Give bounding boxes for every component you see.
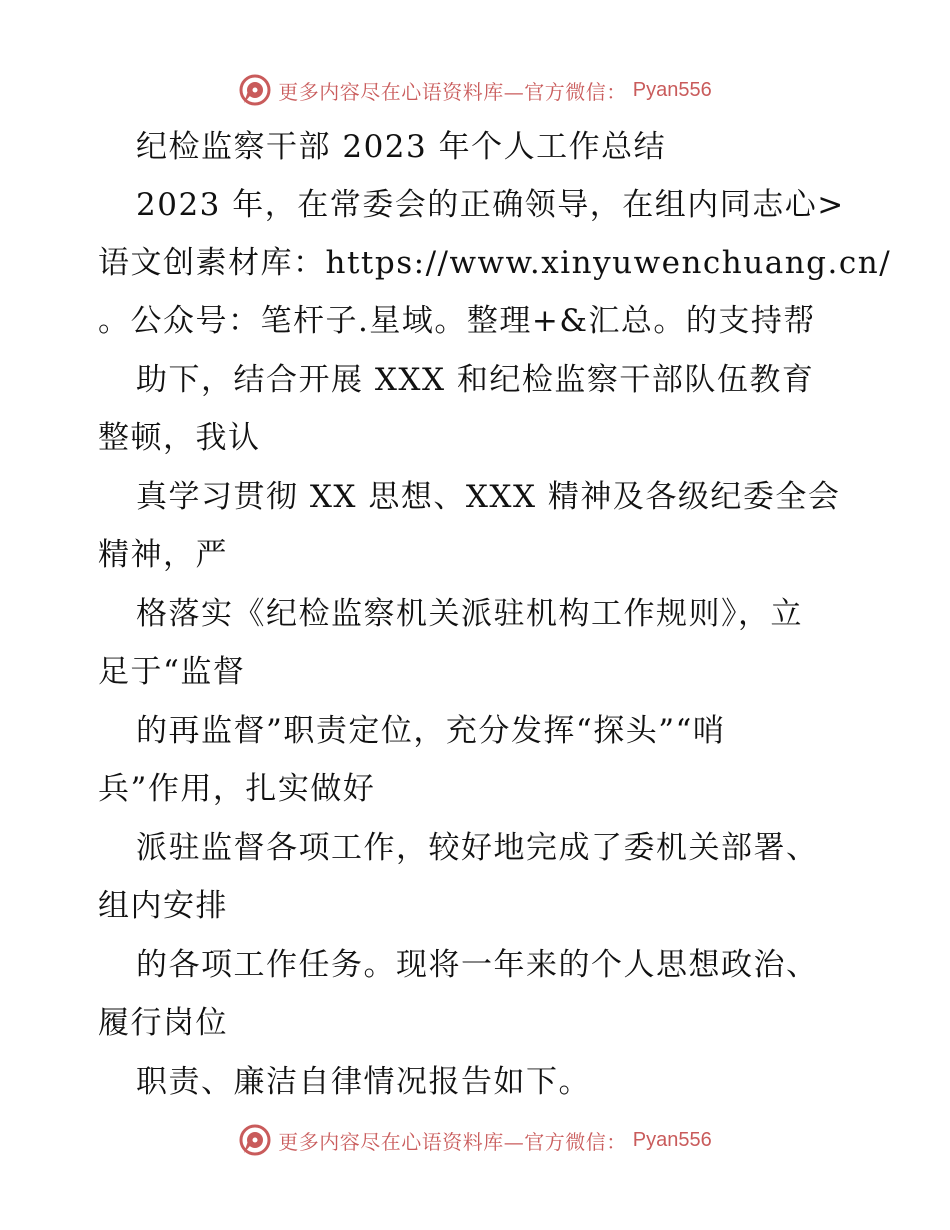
- document-title: 纪检监察干部 2023 年个人工作总结: [136, 129, 667, 165]
- text-line: 整顿，我认: [98, 420, 261, 456]
- text-line: 足于“监督: [98, 654, 246, 690]
- watermark-text: 更多内容尽在心语资料库—官方微信：: [278, 1129, 627, 1154]
- watermark-wechat-id: Pyan556: [632, 78, 712, 101]
- text-line: 助下，结合开展 XXX 和纪检监察干部队伍教育: [136, 362, 815, 398]
- text-line: 的再监督”职责定位，充分发挥“探头”“哨: [136, 713, 726, 749]
- header-watermark: [0, 70, 950, 110]
- pen-nib-circle-icon: [238, 73, 272, 107]
- text-line: 派驻监督各项工作，较好地完成了委机关部署、: [136, 830, 819, 866]
- text-line: 职责、廉洁自律情况报告如下。: [136, 1064, 591, 1100]
- text-line: 的各项工作任务。现将一年来的个人思想政治、: [136, 947, 819, 983]
- text-line: 组内安排: [98, 888, 228, 924]
- text-line: 兵”作用，扎实做好: [98, 771, 376, 807]
- text-line: 格落实《纪检监察机关派驻机构工作规则》，立: [136, 596, 803, 632]
- text-line: 真学习贯彻 XX 思想、XXX 精神及各级纪委全会: [136, 479, 841, 515]
- text-line: 语文创素材库：https://www.xinyuwenchuang.cn/: [98, 245, 892, 281]
- text-line: 2023 年，在常委会的正确领导，在组内同志心>: [136, 187, 845, 223]
- text-line: 履行岗位: [98, 1005, 228, 1041]
- watermark-text: 更多内容尽在心语资料库—官方微信：: [278, 79, 627, 104]
- text-line: 精神，严: [98, 537, 228, 573]
- footer-watermark: [0, 1120, 950, 1160]
- pen-nib-circle-icon: [238, 1123, 272, 1157]
- text-line: 。公众号：笔杆子.星域。整理+&汇总。的支持帮: [98, 303, 816, 339]
- watermark-wechat-id: Pyan556: [632, 1128, 712, 1151]
